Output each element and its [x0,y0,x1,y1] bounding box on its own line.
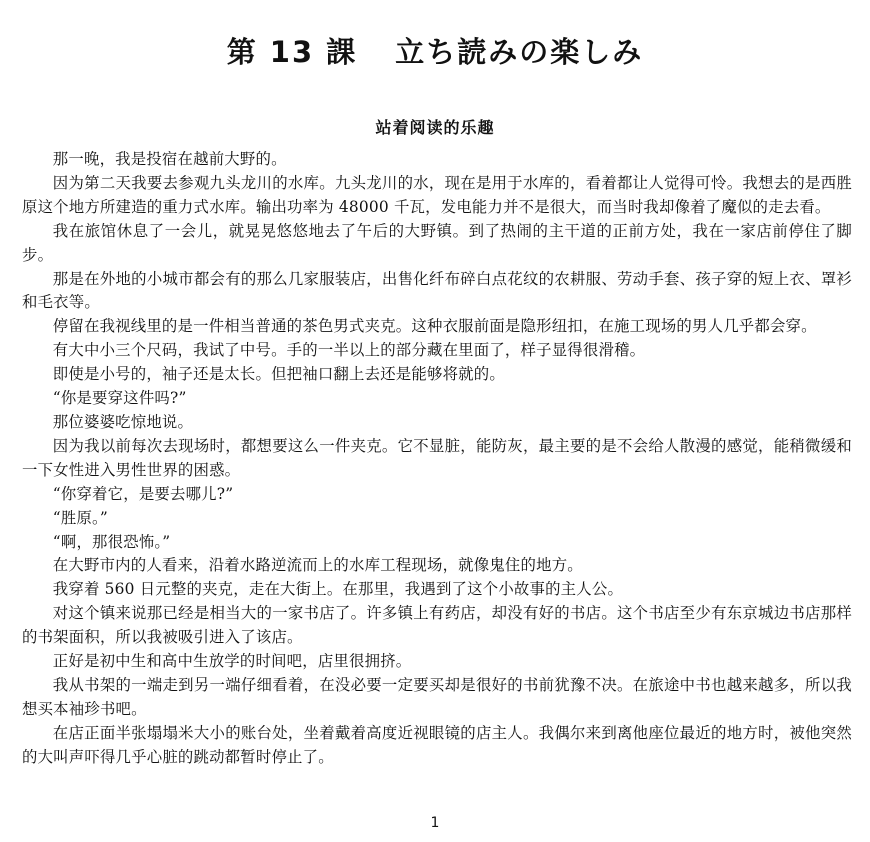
paragraph: 对这个镇来说那已经是相当大的一家书店了。许多镇上有药店，却没有好的书店。这个书店至少有东京城边书店那样的书架面积，所以我被吸引进入了该店。 [22,604,852,647]
paragraph: 在店正面半张塌塌米大小的账台处，坐着戴着高度近视眼镜的店主人。我偶尔来到离他座位最近的地方时，被他突然的大叫声吓得几乎心脏的跳动都暂时停止了。 [22,723,852,766]
paragraph: 因为第二天我要去参观九头龙川的水库。九头龙川的水，现在是用于水库的，看着都让人觉得可怜。我想去的是西胜原这个地方所建造的重力式水库。输出功率为 48000 千瓦，发电能力并不是很大，而当时我却像着了魔似的走去看。 [22,173,852,216]
paragraph: 我在旅馆休息了一会儿，就晃晃悠悠地去了午后的大野镇。到了热闹的主干道的正前方处，我在一家店前停住了脚步。 [22,221,852,264]
page-number: 1 [430,815,440,831]
paragraph: 因为我以前每次去现场时，都想要这么一件夹克。它不显脏，能防灰，最主要的是不会给人散漫的感觉，能稍微缓和一下女性进入男性世界的困惑。 [22,436,852,479]
paragraph: “你是要穿这件吗?” [52,389,187,408]
paragraph: 停留在我视线里的是一件相当普通的茶色男式夹克。这种衣服前面是隐形纽扣，在施工现场的男人几乎都会穿。 [52,317,817,336]
paragraph: 在大野市内的人看来，沿着水路逆流而上的水库工程现场，就像鬼住的地方。 [52,556,583,575]
paragraph: 我从书架的一端走到另一端仔细看着，在没必要一定要买却是很好的书前犹豫不决。在旅途中书也越来越多，所以我想买本袖珍书吧。 [22,675,852,718]
chapter-title [0,30,870,71]
paragraph: “胜原。” [52,508,109,527]
paragraph: 那位婆婆吃惊地说。 [52,412,194,431]
lesson-label: 第 13 課 [226,35,358,69]
paragraph: 那是在外地的小城市都会有的那么几家服装店，出售化纤布碎白点花纹的农耕服、劳动手套、孩子穿的短上衣、罩衫和毛衣等。 [22,269,852,312]
paragraph: “啊，那很恐怖。” [52,532,171,551]
paragraph: 即使是小号的，袖子还是太长。但把袖口翻上去还是能够将就的。 [52,365,505,384]
lesson-title: 立ち読みの楽しみ [395,35,644,69]
section-subtitle: 站着阅读的乐趣 [375,118,495,137]
paragraph: 那一晚，我是投宿在越前大野的。 [52,150,287,168]
paragraph: 有大中小三个尺码，我试了中号。手的一半以上的部分藏在里面了，样子显得很滑稽。 [52,341,646,360]
paragraph: “你穿着它，是要去哪儿?” [52,484,234,503]
paragraph: 我穿着 560 日元整的夹克，走在大街上。在那里，我遇到了这个小故事的主人公。 [52,580,624,599]
paragraph: 正好是初中生和高中生放学的时间吧，店里很拥挤。 [52,652,412,671]
body-text [22,148,852,770]
